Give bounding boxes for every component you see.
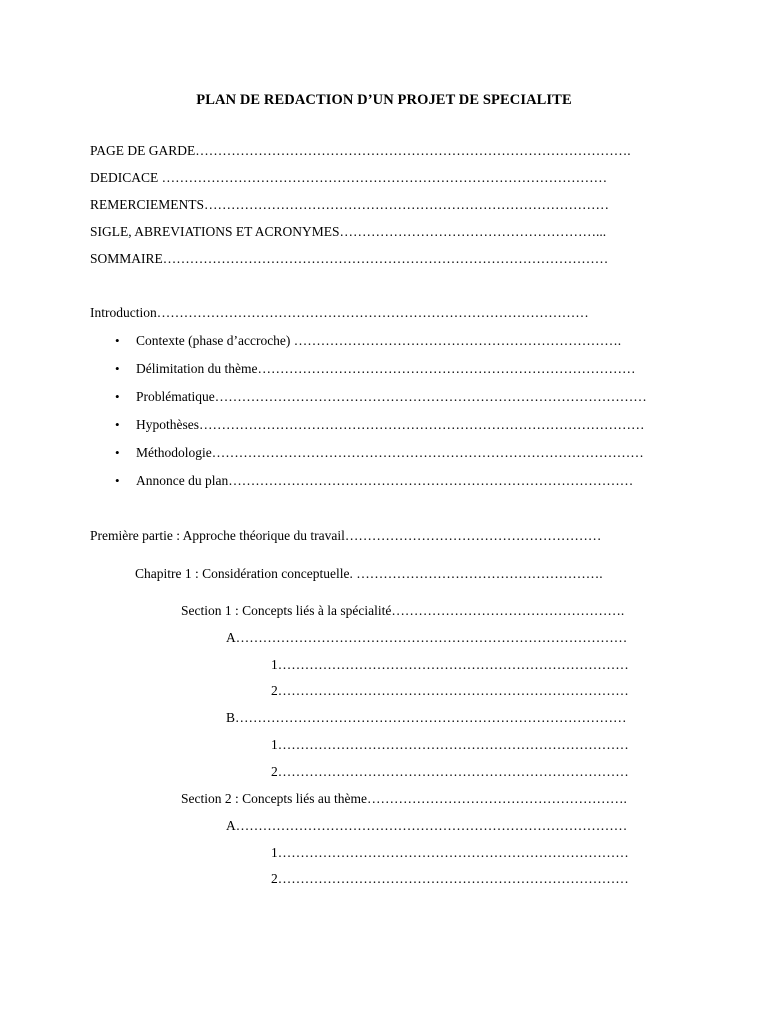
toc-line-section-1-b-1: 1……………………………………………………………………	[271, 737, 629, 752]
bullet-icon: •	[115, 389, 120, 404]
bullet-icon: •	[115, 361, 120, 376]
toc-line-section-2: Section 2 : Concepts liés au thème………………………………………………….	[181, 791, 627, 806]
toc-line-annonce-plan: Annonce du plan………………………………………………………………………………	[136, 473, 634, 488]
toc-line-section-1-a: A……………………………………………………………………………	[226, 630, 628, 645]
toc-line-hypotheses: Hypothèses………………………………………………………………………………………	[136, 417, 645, 432]
document-title: PLAN DE REDACTION D’UN PROJET DE SPECIALITE	[196, 92, 572, 108]
toc-line-problematique: Problématique……………………………………………………………………………………	[136, 389, 647, 404]
toc-line-page-de-garde: PAGE DE GARDE…………………………………………………………………………………….	[90, 143, 631, 158]
toc-line-dedicace: DEDICACE ………………………………………………………………………………………	[90, 170, 608, 185]
toc-line-delimitation: Délimitation du thème…………………………………………………………………………	[136, 361, 636, 376]
toc-line-section-1-b: B……………………………………………………………………………	[226, 710, 627, 725]
bullet-icon: •	[115, 333, 120, 348]
toc-line-section-1-b-2: 2……………………………………………………………………	[271, 764, 629, 779]
toc-line-section-2-a: A……………………………………………………………………………	[226, 818, 628, 833]
toc-line-section-1: Section 1 : Concepts liés à la spécialité…………………………………………….	[181, 603, 625, 618]
toc-line-section-2-a-2: 2……………………………………………………………………	[271, 871, 629, 886]
bullet-icon: •	[115, 473, 120, 488]
toc-line-sommaire: SOMMAIRE………………………………………………………………………………………	[90, 251, 609, 266]
toc-line-introduction: Introduction……………………………………………………………………………………	[90, 305, 589, 320]
bullet-icon: •	[115, 417, 120, 432]
toc-line-section-1-a-1: 1……………………………………………………………………	[271, 657, 629, 672]
toc-line-section-1-a-2: 2……………………………………………………………………	[271, 683, 629, 698]
toc-line-sigles: SIGLE, ABREVIATIONS ET ACRONYMES…………………………………………………...	[90, 224, 607, 239]
toc-line-section-2-a-1: 1……………………………………………………………………	[271, 845, 629, 860]
bullet-icon: •	[115, 445, 120, 460]
toc-line-methodologie: Méthodologie……………………………………………………………………………………	[136, 445, 644, 460]
toc-line-contexte: Contexte (phase d’accroche) ……………………………………………………………….	[136, 333, 622, 348]
toc-line-premiere-partie: Première partie : Approche théorique du travail…………………………………………………	[90, 528, 602, 543]
toc-line-chapitre-1: Chapitre 1 : Considération conceptuelle. ……………………………………………….	[135, 566, 603, 581]
toc-line-remerciements: REMERCIEMENTS………………………………………………………………………………	[90, 197, 610, 212]
